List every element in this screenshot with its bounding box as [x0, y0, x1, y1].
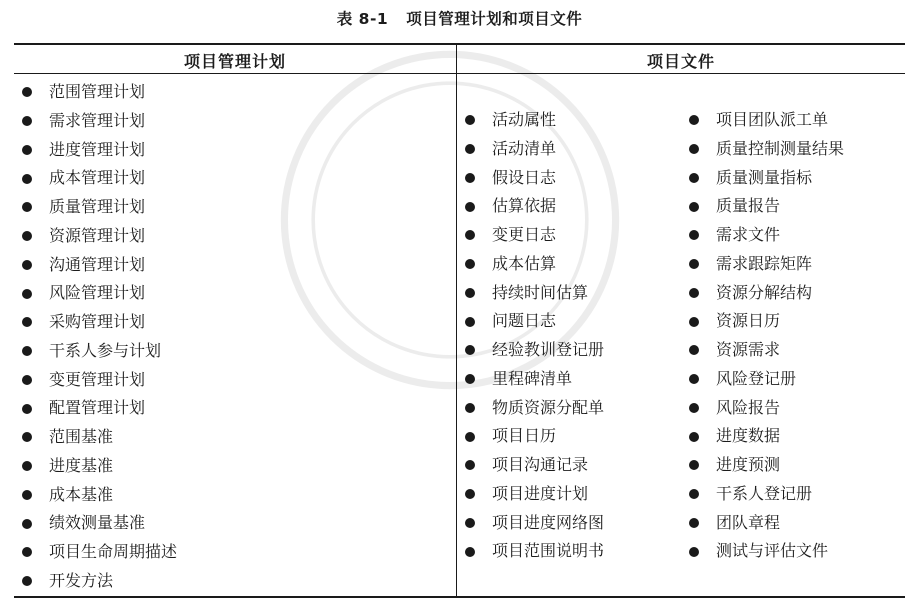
list-item	[22, 107, 177, 136]
list-item-label: 范围基准	[49, 427, 114, 446]
bullet-icon	[465, 518, 475, 528]
list-item-label: 进度数据	[716, 426, 781, 446]
bullet-icon	[22, 461, 32, 471]
bullet-icon	[689, 547, 699, 557]
list-item-label: 风险登记册	[716, 368, 797, 388]
list-item-label: 测试与评估文件	[716, 541, 829, 561]
document-list-col1	[465, 106, 604, 566]
list-item	[465, 135, 604, 164]
bullet-icon	[22, 490, 32, 500]
header-project-documents: 项目文件	[646, 52, 715, 71]
list-item	[22, 366, 177, 395]
list-item-label: 风险报告	[716, 397, 781, 417]
bullet-icon	[465, 115, 475, 125]
list-item	[465, 422, 604, 451]
bullet-icon	[22, 260, 32, 270]
list-item	[22, 251, 177, 280]
list-item	[22, 308, 177, 337]
list-item-label: 持续时间估算	[492, 282, 589, 302]
bullet-icon	[689, 432, 699, 442]
bullet-icon	[465, 259, 475, 269]
list-item	[22, 164, 177, 193]
list-item	[689, 106, 844, 135]
list-item	[465, 192, 604, 221]
list-item	[22, 567, 177, 596]
list-item	[465, 336, 604, 365]
bullet-icon	[22, 116, 32, 126]
list-item-label: 开发方法	[49, 570, 114, 590]
bullet-icon	[22, 317, 32, 327]
bullet-icon	[22, 231, 32, 241]
list-item	[689, 164, 844, 193]
bullet-icon	[465, 345, 475, 355]
list-item-label: 干系人登记册	[716, 483, 813, 503]
list-item	[689, 221, 844, 250]
list-item	[689, 451, 844, 480]
list-item-label: 项目团队派工单	[716, 110, 829, 129]
bullet-icon	[689, 374, 699, 384]
list-item-label: 变更管理计划	[49, 369, 146, 389]
list-item-label: 质量管理计划	[49, 197, 146, 216]
list-item	[22, 452, 177, 481]
list-item-label: 需求文件	[716, 225, 781, 244]
list-item	[22, 394, 177, 423]
list-item	[689, 135, 844, 164]
bullet-icon	[22, 87, 32, 97]
bullet-icon	[465, 403, 475, 413]
bullet-icon	[689, 317, 699, 327]
list-item-label: 沟通管理计划	[49, 254, 146, 274]
bullet-icon	[22, 289, 32, 299]
list-item	[465, 394, 604, 423]
list-item-label: 资源日历	[716, 311, 781, 331]
bullet-icon	[465, 374, 475, 384]
table-title: 项目管理计划和项目文件	[406, 10, 583, 28]
list-item	[465, 509, 604, 538]
bullet-icon	[689, 202, 699, 212]
bullet-icon	[689, 518, 699, 528]
bullet-icon	[22, 547, 32, 557]
list-item	[689, 192, 844, 221]
bullet-icon	[689, 115, 699, 125]
list-item-label: 质量报告	[716, 196, 781, 216]
list-item	[689, 480, 844, 509]
list-item	[689, 279, 844, 308]
list-item	[465, 480, 604, 509]
list-item	[465, 451, 604, 480]
list-item-label: 团队章程	[716, 512, 781, 532]
bullet-icon	[22, 519, 32, 529]
list-item-label: 经验教训登记册	[492, 340, 605, 359]
list-item	[689, 537, 844, 566]
list-item	[465, 279, 604, 308]
list-item	[22, 509, 177, 538]
list-item-label: 假设日志	[492, 167, 557, 187]
bullet-icon	[465, 460, 475, 470]
list-item	[689, 250, 844, 279]
header-project-management-plan: 项目管理计划	[183, 52, 286, 71]
list-item	[689, 336, 844, 365]
document-list-col2	[689, 106, 844, 566]
list-item-label: 进度管理计划	[49, 139, 146, 159]
list-item-label: 进度基准	[49, 455, 114, 475]
list-item	[22, 78, 177, 107]
table-bottom-rule	[14, 596, 905, 598]
bullet-icon	[465, 489, 475, 499]
list-item	[465, 106, 604, 135]
list-item	[22, 193, 177, 222]
bullet-icon	[22, 202, 32, 212]
bullet-icon	[689, 288, 699, 298]
bullet-icon	[465, 547, 475, 557]
list-item-label: 干系人参与计划	[49, 340, 162, 360]
table-caption	[0, 7, 919, 29]
list-item-label: 成本管理计划	[49, 168, 146, 188]
list-item	[465, 537, 604, 566]
list-item-label: 配置管理计划	[49, 398, 146, 418]
bullet-icon	[689, 259, 699, 269]
list-item-label: 范围管理计划	[49, 82, 146, 101]
list-item-label: 质量测量指标	[716, 167, 813, 187]
list-item	[22, 423, 177, 452]
bullet-icon	[22, 375, 32, 385]
list-item-label: 活动清单	[492, 138, 557, 158]
list-item	[465, 365, 604, 394]
bullet-icon	[689, 230, 699, 240]
list-item-label: 需求管理计划	[49, 110, 146, 130]
bullet-icon	[689, 460, 699, 470]
table-number: 表 8-1	[336, 10, 389, 28]
list-item-label: 采购管理计划	[49, 312, 146, 331]
bullet-icon	[465, 317, 475, 327]
list-item-label: 项目进度网络图	[492, 512, 605, 532]
list-item-label: 质量控制测量结果	[716, 138, 845, 158]
list-item-label: 项目范围说明书	[492, 541, 605, 561]
list-item	[689, 365, 844, 394]
bullet-icon	[689, 345, 699, 355]
list-item-label: 成本估算	[492, 253, 557, 273]
list-item-label: 项目日历	[492, 426, 557, 446]
bullet-icon	[22, 576, 32, 586]
bullet-icon	[465, 202, 475, 212]
list-item	[689, 394, 844, 423]
bullet-icon	[465, 432, 475, 442]
bullet-icon	[465, 173, 475, 183]
bullet-icon	[689, 489, 699, 499]
list-item-label: 问题日志	[492, 311, 557, 331]
list-item	[689, 307, 844, 336]
plan-list	[22, 78, 177, 596]
list-item-label: 资源需求	[716, 340, 781, 359]
list-item	[22, 136, 177, 165]
bullet-icon	[22, 404, 32, 414]
list-item-label: 估算依据	[492, 196, 557, 216]
bullet-icon	[22, 432, 32, 442]
table-top-rule	[14, 43, 905, 45]
list-item-label: 需求跟踪矩阵	[716, 253, 813, 273]
table-header-rule	[14, 73, 905, 74]
list-item-label: 风险管理计划	[49, 283, 146, 303]
bullet-icon	[465, 230, 475, 240]
list-item	[22, 337, 177, 366]
list-item	[22, 538, 177, 567]
bullet-icon	[689, 173, 699, 183]
list-item-label: 活动属性	[492, 110, 557, 129]
list-item-label: 资源管理计划	[49, 225, 146, 245]
list-item	[465, 221, 604, 250]
list-item	[465, 164, 604, 193]
list-item-label: 进度预测	[716, 455, 781, 474]
list-item	[465, 250, 604, 279]
list-item-label: 项目生命周期描述	[49, 542, 178, 561]
bullet-icon	[465, 288, 475, 298]
list-item-label: 项目进度计划	[492, 483, 589, 503]
bullet-icon	[689, 144, 699, 154]
list-item-label: 物质资源分配单	[492, 397, 605, 417]
bullet-icon	[22, 145, 32, 155]
list-item-label: 资源分解结构	[716, 282, 813, 302]
bullet-icon	[22, 346, 32, 356]
list-item	[22, 481, 177, 510]
list-item-label: 项目沟通记录	[492, 455, 589, 474]
list-item-label: 绩效测量基准	[49, 513, 146, 533]
list-item	[22, 222, 177, 251]
list-item	[465, 307, 604, 336]
list-item	[689, 509, 844, 538]
bullet-icon	[689, 403, 699, 413]
list-item-label: 成本基准	[49, 484, 114, 504]
list-item	[689, 422, 844, 451]
column-divider	[456, 44, 457, 596]
list-item	[22, 279, 177, 308]
bullet-icon	[22, 174, 32, 184]
bullet-icon	[465, 144, 475, 154]
list-item-label: 里程碑清单	[492, 368, 573, 388]
list-item-label: 变更日志	[492, 225, 557, 244]
